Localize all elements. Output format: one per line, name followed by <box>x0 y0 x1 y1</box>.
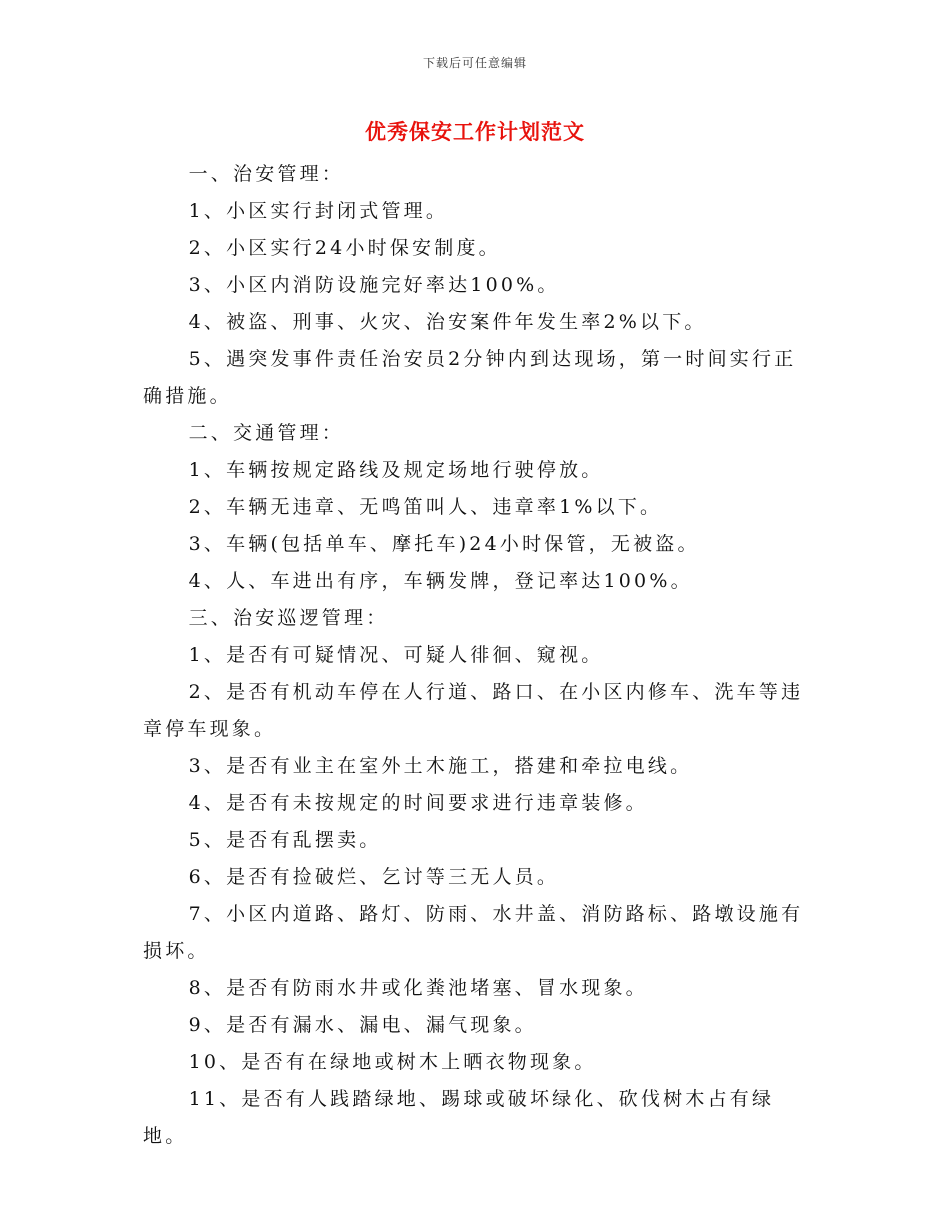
header-note: 下载后可任意编辑 <box>422 56 527 70</box>
paragraph: 7、小区内道路、路灯、防雨、水井盖、消防路标、路墩设施有损坏。 <box>143 903 804 962</box>
paragraph: 2、是否有机动车停在人行道、路口、在小区内修车、洗车等违章停车现象。 <box>143 681 804 740</box>
paragraph: 4、是否有未按规定的时间要求进行违章装修。 <box>188 792 648 814</box>
document-body <box>143 156 808 1155</box>
paragraph: 10、是否有在绿地或树木上晒衣物现象。 <box>188 1051 597 1073</box>
paragraph: 4、人、车进出有序，车辆发牌，登记率达100%。 <box>188 570 693 592</box>
paragraph: 2、小区实行24小时保安制度。 <box>188 237 501 259</box>
document-title: 优秀保安工作计划范文 <box>365 119 585 144</box>
paragraph: 6、是否有捡破烂、乞讨等三无人员。 <box>188 866 560 888</box>
paragraph: 3、车辆(包括单车、摩托车)24小时保管，无被盗。 <box>188 533 700 555</box>
paragraph: 1、小区实行封闭式管理。 <box>188 200 449 222</box>
paragraph: 3、小区内消防设施完好率达100%。 <box>188 274 560 296</box>
section-heading-traffic: 二、交通管理： <box>188 422 344 444</box>
paragraph: 5、遇突发事件责任治安员2分钟内到达现场，第一时间实行正确措施。 <box>143 348 797 407</box>
section-heading-patrol: 三、治安巡逻管理： <box>188 607 389 629</box>
paragraph: 8、是否有防雨水井或化粪池堵塞、冒水现象。 <box>188 977 648 999</box>
paragraph: 11、是否有人践踏绿地、踢球或破坏绿化、砍伐树木占有绿地。 <box>143 1088 775 1147</box>
paragraph: 2、车辆无违章、无鸣笛叫人、违章率1%以下。 <box>188 496 663 518</box>
paragraph: 4、被盗、刑事、火灾、治安案件年发生率2%以下。 <box>188 311 707 333</box>
paragraph: 5、是否有乱摆卖。 <box>188 829 382 851</box>
paragraph: 1、车辆按规定路线及规定场地行驶停放。 <box>188 459 604 481</box>
paragraph: 3、是否有业主在室外土木施工，搭建和牵拉电线。 <box>188 755 693 777</box>
paragraph: 1、是否有可疑情况、可疑人徘徊、窥视。 <box>188 644 604 666</box>
section-heading-public-security: 一、治安管理： <box>188 163 344 185</box>
paragraph: 9、是否有漏水、漏电、漏气现象。 <box>188 1014 537 1036</box>
